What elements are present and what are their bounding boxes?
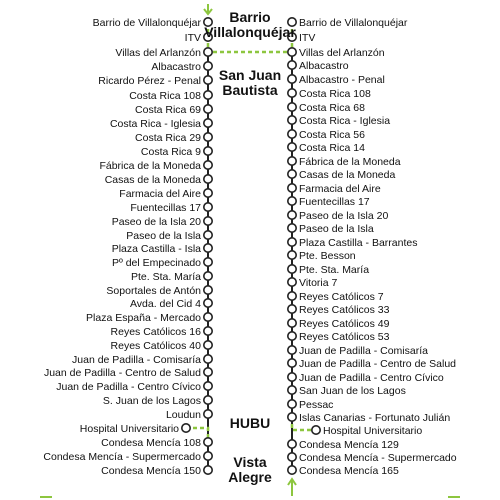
stop-label: Fuentecillas 17 bbox=[130, 201, 201, 214]
stop-marker bbox=[288, 265, 296, 273]
stop-marker bbox=[288, 373, 296, 381]
stop-marker bbox=[288, 75, 296, 83]
stop-marker bbox=[288, 359, 296, 367]
stop-label: Reyes Católicos 7 bbox=[299, 290, 384, 303]
stop-marker bbox=[204, 272, 212, 280]
stop-label: ITV bbox=[184, 31, 201, 44]
stop-label: Reyes Católicos 33 bbox=[299, 303, 390, 316]
stop-marker bbox=[204, 396, 212, 404]
stop-label: Farmacia del Aire bbox=[299, 182, 381, 195]
stop-label: Pte. Besson bbox=[299, 249, 356, 262]
stop-marker bbox=[288, 184, 296, 192]
stop-label: Hospital Universitario bbox=[323, 424, 423, 437]
stop-marker bbox=[204, 410, 212, 418]
stop-marker bbox=[288, 197, 296, 205]
stop-marker bbox=[204, 438, 212, 446]
stop-marker bbox=[204, 189, 212, 197]
stop-label: Condesa Mencía 165 bbox=[299, 464, 399, 477]
stop-marker bbox=[288, 386, 296, 394]
stop-marker bbox=[204, 91, 212, 99]
stop-label: ITV bbox=[299, 31, 316, 44]
stop-marker bbox=[288, 89, 296, 97]
stop-marker bbox=[288, 224, 296, 232]
stop-marker bbox=[288, 48, 296, 56]
stop-label: Juan de Padilla - Centro de Salud bbox=[43, 366, 201, 379]
stop-marker bbox=[288, 400, 296, 408]
stop-label: Reyes Católicos 16 bbox=[110, 325, 201, 338]
stop-label: Farmacia del Aire bbox=[119, 187, 201, 200]
stop-label: Fuentecillas 17 bbox=[299, 195, 370, 208]
stop-marker bbox=[204, 313, 212, 321]
stop-marker bbox=[204, 231, 212, 239]
stop-marker bbox=[288, 251, 296, 259]
stop-label: Juan de Padilla - Centro de Salud bbox=[299, 357, 457, 370]
stop-label: Villas del Arlanzón bbox=[299, 46, 385, 59]
stop-label: Soportales de Antón bbox=[106, 284, 201, 297]
stop-marker bbox=[204, 175, 212, 183]
stop-label: Albacastro - Penal bbox=[299, 73, 385, 86]
stop-marker bbox=[204, 119, 212, 127]
stop-label: Casas de la Moneda bbox=[104, 173, 201, 186]
stop-label: Costa Rica 68 bbox=[299, 101, 365, 114]
stop-label: Condesa Mencía 108 bbox=[101, 436, 201, 449]
stop-label: Costa Rica - Iglesia bbox=[109, 117, 201, 130]
zone-label: San Juan Bautista bbox=[218, 67, 282, 98]
stop-label: Paseo de la Isla 20 bbox=[299, 209, 389, 222]
zone-label: HUBU bbox=[229, 415, 271, 431]
stop-label: Juan de Padilla - Centro Cívico bbox=[56, 380, 201, 393]
stop-marker bbox=[288, 413, 296, 421]
stop-marker bbox=[204, 368, 212, 376]
stop-label: Condesa Mencía - Supermercado bbox=[299, 451, 457, 464]
stop-label: Paseo de la Isla 20 bbox=[111, 215, 201, 228]
stop-marker bbox=[204, 105, 212, 113]
stop-label: Pessac bbox=[299, 398, 334, 411]
stop-marker bbox=[288, 292, 296, 300]
stop-label: Condesa Mencía 150 bbox=[101, 464, 201, 477]
stop-label: Costa Rica 9 bbox=[140, 145, 201, 158]
stop-marker bbox=[288, 305, 296, 313]
stop-label: S. Juan de los Lagos bbox=[102, 394, 201, 407]
stop-label: Pte. Sta. María bbox=[130, 270, 201, 283]
stop-marker bbox=[204, 147, 212, 155]
stop-marker bbox=[288, 170, 296, 178]
stop-label: Albacastro bbox=[299, 59, 349, 72]
stop-label: Vitoria 7 bbox=[299, 276, 338, 289]
stop-label: Casas de la Moneda bbox=[299, 168, 396, 181]
stop-label: Albacastro bbox=[151, 60, 201, 73]
stop-marker bbox=[288, 346, 296, 354]
stop-marker bbox=[288, 130, 296, 138]
stop-marker bbox=[288, 332, 296, 340]
stop-label: Ricardo Pérez - Penal bbox=[98, 74, 201, 87]
arrow-down-icon bbox=[204, 4, 212, 14]
stop-label: Barrio de Villalonquéjar bbox=[299, 16, 408, 29]
stop-marker bbox=[204, 299, 212, 307]
stop-marker bbox=[204, 466, 212, 474]
stop-marker bbox=[204, 161, 212, 169]
stop-marker bbox=[204, 258, 212, 266]
stop-label: Costa Rica 29 bbox=[135, 131, 201, 144]
stop-marker bbox=[288, 157, 296, 165]
arrow-up-icon bbox=[288, 479, 296, 496]
stop-label: Paseo de la Isla bbox=[299, 222, 374, 235]
stop-marker bbox=[204, 286, 212, 294]
stop-label: Paseo de la Isla bbox=[126, 229, 201, 242]
stop-marker bbox=[204, 244, 212, 252]
stop-label: Condesa Mencía - Supermercado bbox=[43, 450, 201, 463]
stop-marker bbox=[288, 238, 296, 246]
stop-marker bbox=[204, 76, 212, 84]
stop-label: Juan de Padilla - Centro Cívico bbox=[299, 371, 444, 384]
stop-marker bbox=[182, 424, 190, 432]
stop-label: Costa Rica 14 bbox=[299, 141, 365, 154]
stop-marker bbox=[288, 453, 296, 461]
stop-marker bbox=[204, 203, 212, 211]
stop-label: Reyes Católicos 40 bbox=[110, 339, 201, 352]
stop-marker bbox=[204, 327, 212, 335]
stop-label: Plaza Castilla - Isla bbox=[111, 242, 201, 255]
stop-label: Plaza España - Mercado bbox=[86, 311, 201, 324]
stop-marker bbox=[288, 278, 296, 286]
stop-label: Fábrica de la Moneda bbox=[299, 155, 401, 168]
stop-label: Hospital Universitario bbox=[79, 422, 179, 435]
stop-label: Juan de Padilla - Comisaría bbox=[299, 344, 428, 357]
stop-marker bbox=[204, 217, 212, 225]
stop-label: Costa Rica 69 bbox=[135, 103, 201, 116]
zone-label: Vista Alegre bbox=[228, 454, 272, 485]
stop-label: Costa Rica 108 bbox=[299, 87, 371, 100]
stop-label: Reyes Católicos 49 bbox=[299, 317, 390, 330]
stop-marker bbox=[204, 382, 212, 390]
stop-marker bbox=[288, 211, 296, 219]
stop-marker bbox=[204, 452, 212, 460]
stop-marker bbox=[288, 440, 296, 448]
stop-marker bbox=[204, 48, 212, 56]
stop-label: Costa Rica 56 bbox=[299, 128, 365, 141]
stop-marker bbox=[288, 319, 296, 327]
stop-marker bbox=[288, 103, 296, 111]
stop-marker bbox=[312, 426, 320, 434]
stop-marker bbox=[204, 133, 212, 141]
stop-label: Costa Rica 108 bbox=[129, 89, 201, 102]
stop-label: Islas Canarias - Fortunato Julián bbox=[299, 411, 451, 424]
stop-marker bbox=[288, 466, 296, 474]
stop-label: Costa Rica - Iglesia bbox=[299, 114, 391, 127]
stop-label: Pº del Empecinado bbox=[111, 256, 201, 269]
stop-label: Barrio de Villalonquéjar bbox=[92, 16, 201, 29]
stop-marker bbox=[204, 355, 212, 363]
stop-label: Pte. Sta. María bbox=[299, 263, 370, 276]
stop-marker bbox=[204, 341, 212, 349]
stop-label: Villas del Arlanzón bbox=[115, 46, 201, 59]
stop-label: Condesa Mencía 129 bbox=[299, 438, 399, 451]
zone-label: Barrio Villalonquéjar bbox=[204, 9, 296, 40]
stop-label: Avda. del Cid 4 bbox=[129, 297, 201, 310]
stop-label: Reyes Católicos 53 bbox=[299, 330, 390, 343]
stop-label: Fábrica de la Moneda bbox=[99, 159, 201, 172]
stop-marker bbox=[204, 62, 212, 70]
stop-label: Plaza Castilla - Barrantes bbox=[299, 236, 418, 249]
stop-marker bbox=[288, 61, 296, 69]
stop-marker bbox=[288, 143, 296, 151]
zone-labels bbox=[204, 9, 296, 485]
stop-label: San Juan de los Lagos bbox=[299, 384, 406, 397]
stop-label: Loudun bbox=[165, 408, 201, 421]
stop-marker bbox=[288, 116, 296, 124]
stop-label: Juan de Padilla - Comisaría bbox=[72, 353, 201, 366]
